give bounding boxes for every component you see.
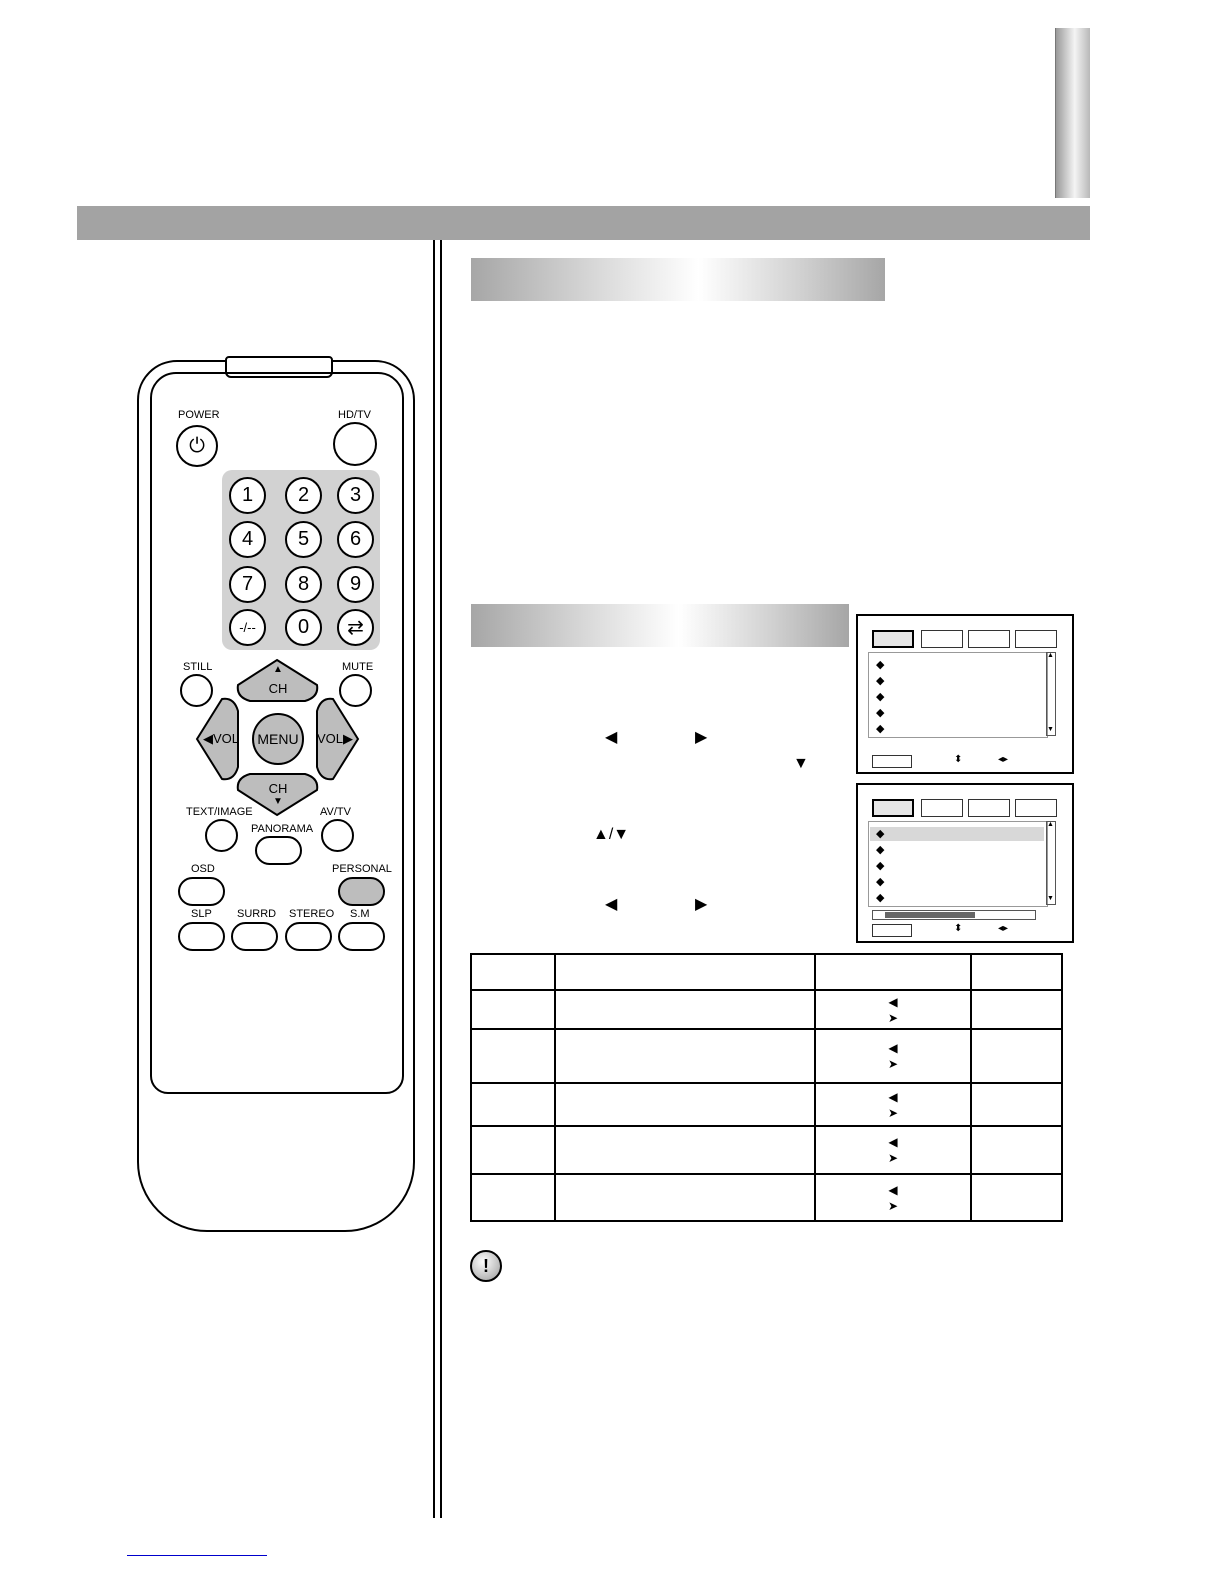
panorama-button[interactable]: [255, 836, 302, 865]
bullet-icon: ◆: [876, 675, 885, 687]
num-key-1[interactable]: 1: [229, 477, 266, 514]
table-cell: [971, 990, 1062, 1029]
scrollbar[interactable]: [1046, 652, 1056, 736]
num-key-3[interactable]: 3: [337, 477, 374, 514]
right-arrow-icon: ▶: [695, 896, 708, 913]
recall-icon: ⇄: [347, 617, 364, 639]
digit-toggle-key[interactable]: -/--: [229, 609, 266, 646]
num-key-6[interactable]: 6: [337, 521, 374, 558]
power-label: POWER: [178, 409, 220, 421]
right-arrow-icon: ▶: [695, 729, 708, 746]
down-arrow-icon: ▼: [793, 755, 809, 772]
personal-button[interactable]: [338, 877, 385, 906]
table-cell: [555, 990, 815, 1029]
adjust-bar[interactable]: [872, 910, 1036, 920]
sound-menu-icon: [921, 630, 963, 648]
sound-menu-icon: [921, 799, 963, 817]
num-key-0[interactable]: 0: [285, 609, 322, 646]
table-cell: [971, 954, 1062, 990]
left-right-icon: ◂▸: [998, 754, 1009, 765]
table-cell: [971, 1029, 1062, 1083]
bullet-icon: ◆: [876, 844, 885, 856]
caution-icon: !: [470, 1250, 502, 1282]
vol-up-button[interactable]: VOL▶: [316, 731, 353, 746]
up-down-icon: ⬍: [954, 754, 963, 765]
stereo-label: STEREO: [289, 908, 335, 920]
sm-label: S.M: [350, 908, 370, 920]
table-cell: [471, 1029, 555, 1083]
ch-down-button[interactable]: CH: [268, 781, 288, 796]
table-cell: [971, 1126, 1062, 1174]
surrd-button[interactable]: [231, 922, 278, 951]
ok-box: [872, 924, 912, 937]
picture-menu-icon: [872, 630, 914, 648]
scroll-up-icon: ▲: [1047, 821, 1054, 828]
scroll-down-icon: ▼: [1047, 895, 1054, 902]
mute-label: MUTE: [342, 661, 374, 673]
bullet-icon: ◆: [876, 892, 885, 904]
up-down-icon: ⬍: [954, 923, 963, 934]
surrd-label: SURRD: [237, 908, 277, 920]
num-key-2[interactable]: 2: [285, 477, 322, 514]
av-tv-button[interactable]: [321, 819, 354, 852]
table-cell: [555, 1126, 815, 1174]
section-header-bar: [77, 206, 1090, 240]
table-cell: [555, 1029, 815, 1083]
left-arrow-icon: ◀: [888, 994, 898, 1009]
osd-label: OSD: [191, 863, 215, 875]
picture-menu-icon: [872, 799, 914, 817]
heading-bar-1: [471, 258, 885, 301]
table-header-row: [471, 954, 1062, 990]
table-row: [471, 1126, 1062, 1174]
table-cell: [471, 954, 555, 990]
personal-label: PERSONAL: [332, 863, 392, 875]
chapter-tab: [1055, 28, 1090, 198]
up-down-arrows-icon: ▲/▼: [593, 826, 630, 843]
power-button[interactable]: [176, 425, 218, 467]
osd-screen-1: [856, 614, 1074, 774]
num-key-4[interactable]: 4: [229, 521, 266, 558]
still-label: STILL: [183, 661, 213, 673]
table-cell: [815, 990, 971, 1029]
ch-up-arrow-icon: ▲: [273, 664, 283, 675]
right-arrow-icon: ➤: [888, 1198, 899, 1213]
power-icon: ⏻: [189, 434, 205, 457]
table-cell: [815, 1174, 971, 1221]
table-row: [471, 1083, 1062, 1126]
num-key-5[interactable]: 5: [285, 521, 322, 558]
heading-bar-2: [471, 604, 849, 647]
bullet-icon: ◆: [876, 723, 885, 735]
adjust-bar-fill: [885, 912, 975, 918]
bullet-icon: ◆: [876, 876, 885, 888]
left-arrow-icon: ◀: [888, 1041, 898, 1055]
scroll-up-icon: ▲: [1047, 652, 1054, 659]
bullet-icon: ◆: [876, 860, 885, 872]
table-cell: [471, 990, 555, 1029]
num-key-7[interactable]: 7: [229, 566, 266, 603]
osd-screen-2: [856, 783, 1074, 943]
feature-menu-icon: [1015, 799, 1057, 817]
panorama-label: PANORAMA: [251, 823, 314, 835]
ch-up-button[interactable]: CH: [268, 681, 288, 696]
table-row: [471, 990, 1062, 1029]
column-divider: [433, 240, 442, 1518]
left-arrow-icon: ◀: [888, 1089, 898, 1104]
slp-button[interactable]: [178, 922, 225, 951]
table-cell: [555, 954, 815, 990]
left-arrow-icon: ◀: [605, 729, 618, 746]
table-cell: [471, 1083, 555, 1126]
scroll-down-icon: ▼: [1047, 726, 1054, 733]
menu-list: [868, 652, 1048, 738]
table-cell: [971, 1174, 1062, 1221]
ok-box: [872, 755, 912, 768]
sm-button[interactable]: [338, 922, 385, 951]
footer-link-underline[interactable]: [127, 1555, 267, 1556]
recall-key[interactable]: [337, 609, 374, 646]
table-row: [471, 1174, 1062, 1221]
text-image-button[interactable]: [205, 819, 238, 852]
table-cell: [971, 1083, 1062, 1126]
stereo-button[interactable]: [285, 922, 332, 951]
num-key-8[interactable]: 8: [285, 566, 322, 603]
osd-button[interactable]: [178, 877, 225, 906]
scrollbar[interactable]: [1046, 821, 1056, 905]
left-right-icon: ◂▸: [998, 923, 1009, 934]
bullet-icon: ◆: [876, 707, 885, 719]
setup-menu-icon: [968, 799, 1010, 817]
setup-menu-icon: [968, 630, 1010, 648]
right-arrow-icon: ➤: [888, 1010, 899, 1025]
right-arrow-icon: ➤: [888, 1057, 899, 1071]
left-arrow-icon: ◀: [888, 1135, 898, 1149]
bullet-icon: ◆: [876, 691, 885, 703]
vol-down-button[interactable]: ◀VOL: [202, 731, 239, 746]
left-arrow-icon: ◀: [888, 1182, 898, 1197]
adjustment-table: [470, 953, 1063, 1222]
hdtv-button[interactable]: [333, 422, 377, 466]
table-cell: [815, 1126, 971, 1174]
feature-menu-icon: [1015, 630, 1057, 648]
bullet-icon: ◆: [876, 828, 885, 840]
menu-button[interactable]: MENU: [252, 713, 304, 765]
table-cell: [815, 954, 971, 990]
ch-down-arrow-icon: ▼: [273, 796, 283, 807]
left-arrow-icon: ◀: [605, 896, 618, 913]
right-arrow-icon: ➤: [888, 1105, 899, 1120]
table-cell: [815, 1083, 971, 1126]
num-key-9[interactable]: 9: [337, 566, 374, 603]
table-cell: [815, 1029, 971, 1083]
table-cell: [555, 1174, 815, 1221]
selected-row-highlight: [870, 827, 1044, 841]
bullet-icon: ◆: [876, 659, 885, 671]
right-arrow-icon: ➤: [888, 1151, 899, 1165]
table-row: [471, 1029, 1062, 1083]
table-cell: [471, 1126, 555, 1174]
slp-label: SLP: [191, 908, 212, 920]
table-cell: [555, 1083, 815, 1126]
table-cell: [471, 1174, 555, 1221]
av-tv-label: AV/TV: [320, 806, 351, 818]
text-image-label: TEXT/IMAGE: [186, 806, 253, 818]
hdtv-label: HD/TV: [338, 409, 371, 421]
